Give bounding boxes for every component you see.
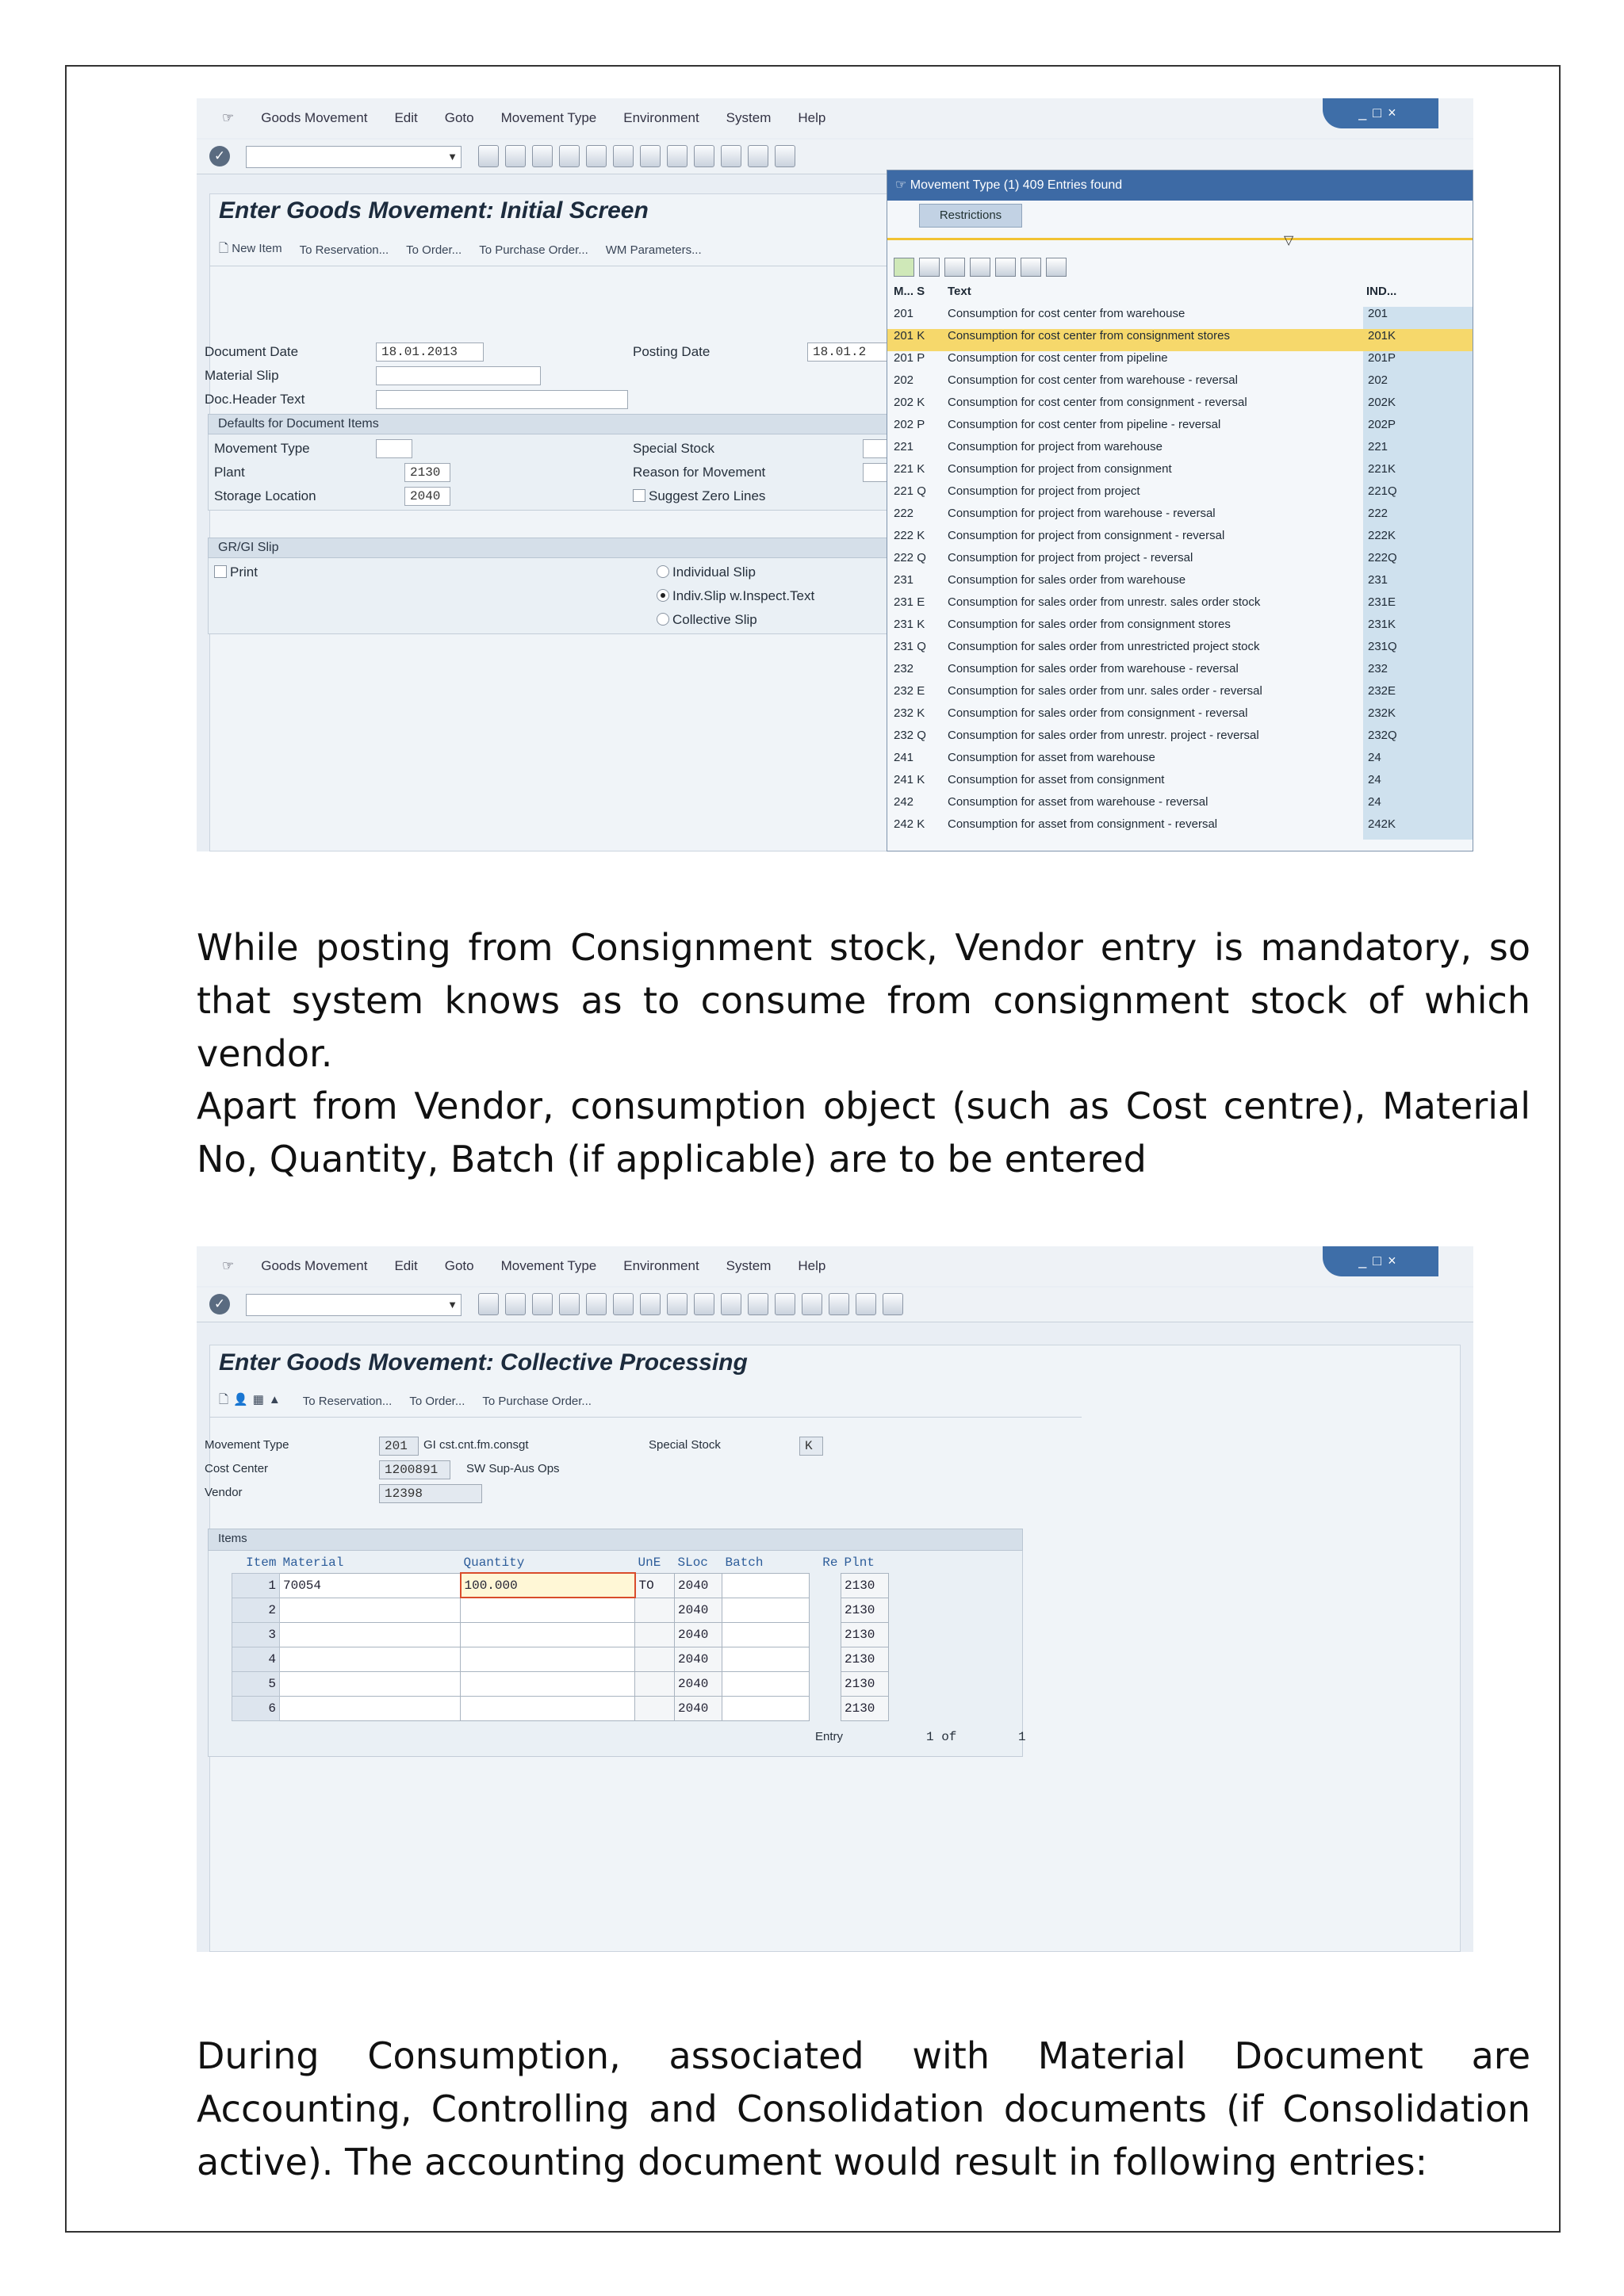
reason-for-movement-label: Reason for Movement [633, 465, 766, 480]
items-table-header [232, 1552, 889, 1573]
popup-title: ☞ Movement Type (1) 409 Entries found [887, 170, 1473, 201]
cell-batch[interactable] [722, 1598, 810, 1622]
tab-restrictions[interactable]: Restrictions [919, 204, 1022, 228]
value-help-row[interactable] [887, 573, 1473, 595]
find-icon[interactable] [944, 258, 965, 277]
movement-code: 232 E [894, 684, 925, 698]
individual-slip-radio[interactable]: Individual Slip [657, 564, 756, 580]
menu-bar [197, 98, 1473, 138]
movement-type-description: GI cst.cnt.fm.consgt [423, 1438, 529, 1452]
col-batch-header: Batch [725, 1555, 764, 1570]
window-controls[interactable]: _□× [1323, 98, 1438, 128]
value-help-row[interactable] [887, 640, 1473, 662]
posting-date-label: Posting Date [633, 344, 710, 359]
movement-indicator: 222K [1363, 529, 1473, 551]
col-ind-header: IND... [1366, 285, 1397, 298]
toolbar-icon-group[interactable]: 🗋👤▦▲ [219, 1393, 285, 1406]
settings-icon[interactable] [1021, 258, 1041, 277]
movement-text: Consumption for sales order from consignment stores [948, 618, 1231, 631]
cell-sloc[interactable]: 2040 [675, 1671, 722, 1696]
value-help-row[interactable] [887, 729, 1473, 751]
col-re-header: Re [822, 1556, 838, 1570]
slip-group-header: GR/GI Slip [208, 538, 1080, 558]
suggest-zero-lines-checkbox[interactable]: Suggest Zero Lines [633, 488, 765, 504]
cell-sloc[interactable]: 2040 [675, 1696, 722, 1720]
menu-goto[interactable]: Goto [444, 1258, 474, 1273]
menu-icon[interactable]: ☞ [222, 1258, 235, 1273]
items-table [232, 1552, 889, 1721]
movement-code: 222 [894, 507, 914, 520]
movement-type-value-help [887, 170, 1473, 851]
col-sloc-header: SLoc [677, 1555, 708, 1570]
system-toolbar [197, 1288, 1473, 1322]
cell-material[interactable] [280, 1696, 461, 1720]
toolbar-icons [478, 145, 795, 167]
cell-quantity[interactable] [461, 1598, 635, 1622]
cell-plnt[interactable]: 2130 [841, 1622, 889, 1647]
movement-code: 232 Q [894, 729, 926, 742]
movement-indicator: 221Q [1363, 484, 1473, 507]
vendor-field[interactable]: 12398 [379, 1484, 482, 1503]
movement-indicator: 231 [1363, 573, 1473, 595]
document-date-label: Document Date [205, 344, 299, 359]
radio-icon[interactable] [657, 565, 669, 578]
to-purchase-order-button[interactable]: To Purchase Order... [479, 243, 588, 257]
cell-quantity[interactable] [461, 1647, 635, 1671]
movement-indicator: 221 [1363, 440, 1473, 462]
window-icon[interactable] [829, 1293, 849, 1315]
print-icon[interactable] [613, 145, 634, 167]
find-next-icon[interactable] [970, 258, 990, 277]
movement-code: 202 [894, 373, 914, 387]
col-une-header: UnE [638, 1555, 661, 1570]
movement-type-field[interactable] [376, 439, 412, 458]
cell-quantity[interactable]: 100.000 [461, 1573, 635, 1598]
exit-icon[interactable] [559, 145, 580, 167]
movement-text: Consumption for project from consignment [948, 462, 1172, 476]
value-help-row[interactable] [887, 595, 1473, 618]
movement-indicator: 232Q [1363, 729, 1473, 751]
cost-center-field[interactable]: 1200891 [379, 1460, 450, 1479]
first-page-icon[interactable] [694, 1293, 714, 1315]
cell-material[interactable] [280, 1647, 461, 1671]
movement-text: Consumption for asset from consignment [948, 773, 1165, 786]
cell-plnt[interactable]: 2130 [841, 1647, 889, 1671]
cell-re [810, 1573, 841, 1598]
find-icon[interactable] [640, 1293, 661, 1315]
special-stock-label: Special Stock [649, 1438, 721, 1452]
entry-value: 1 of [926, 1730, 957, 1744]
movement-text: Consumption for sales order from consignment - reversal [948, 706, 1248, 720]
movement-text: Consumption for cost center from consignment stores [948, 329, 1230, 342]
find-next-icon[interactable] [667, 145, 688, 167]
collapse-icon[interactable]: ▽ [1284, 234, 1294, 247]
cell-material[interactable] [280, 1598, 461, 1622]
radio-selected-icon[interactable] [657, 589, 669, 602]
special-stock-label: Special Stock [633, 441, 714, 456]
plant-label: Plant [214, 465, 245, 480]
movement-code: 221 K [894, 462, 925, 476]
movement-code: 201 K [894, 329, 925, 342]
cost-center-description: SW Sup-Aus Ops [466, 1462, 560, 1475]
movement-code: 231 K [894, 618, 925, 631]
customize-icon[interactable] [883, 1293, 903, 1315]
movement-text: Consumption for sales order from unrestr. sales order stock [948, 595, 1261, 609]
cancel-icon[interactable] [586, 1293, 607, 1315]
popup-column-headers [887, 285, 1473, 305]
cancel-icon[interactable] [586, 145, 607, 167]
cell-sloc[interactable]: 2040 [675, 1598, 722, 1622]
movement-text: Consumption for cost center from pipeline [948, 351, 1168, 365]
movement-type-label: Movement Type [214, 441, 310, 456]
value-help-row[interactable] [887, 662, 1473, 684]
back-arrow-icon[interactable] [532, 145, 553, 167]
value-help-row[interactable] [887, 751, 1473, 773]
toolbar-icons [478, 1293, 903, 1315]
menu-goods-movement[interactable]: Goods Movement [261, 110, 368, 125]
movement-text: Consumption for sales order from unr. sales order - reversal [948, 684, 1262, 698]
cell-une[interactable] [635, 1671, 675, 1696]
movement-code: 221 [894, 440, 914, 453]
paragraph-accounting-documents: During Consumption, associated with Material Document are Accounting, Controlling and Consolidation documents (if Consolidation active). The accounting document would result in following entries: [197, 2034, 1530, 2183]
screen-title: Enter Goods Movement: Initial Screen [219, 197, 649, 224]
movement-code: 231 E [894, 595, 925, 609]
value-help-row[interactable] [887, 684, 1473, 706]
prev-page-icon[interactable] [721, 1293, 741, 1315]
value-help-row[interactable] [887, 307, 1473, 329]
radio-icon[interactable] [657, 613, 669, 626]
movement-indicator: 231K [1363, 618, 1473, 640]
movement-code: 221 Q [894, 484, 926, 498]
cell-une[interactable] [635, 1622, 675, 1647]
window-controls[interactable]: _□× [1323, 1246, 1438, 1276]
vendor-label: Vendor [205, 1486, 243, 1499]
value-help-row[interactable] [887, 795, 1473, 817]
indiv-slip-inspect-radio[interactable]: Indiv.Slip w.Inspect.Text [657, 588, 814, 604]
movement-text: Consumption for cost center from warehouse [948, 307, 1185, 320]
find-icon[interactable] [640, 145, 661, 167]
cell-batch[interactable] [722, 1696, 810, 1720]
table-row [232, 1671, 889, 1696]
movement-text: Consumption for project from project - reversal [948, 551, 1193, 564]
print-icon[interactable] [613, 1293, 634, 1315]
movement-indicator: 232E [1363, 684, 1473, 706]
sap-screenshot-collective [197, 1246, 1473, 1952]
cell-material[interactable]: 70054 [280, 1573, 461, 1598]
next-page-icon[interactable] [748, 1293, 768, 1315]
cell-une[interactable]: TO [635, 1573, 675, 1598]
storage-location-label: Storage Location [214, 488, 316, 503]
next-page-icon[interactable] [748, 145, 768, 167]
command-field[interactable] [246, 146, 462, 168]
document-icon: 🗋 [219, 242, 229, 255]
col-item-header: Item [246, 1555, 277, 1570]
value-help-row[interactable] [887, 529, 1473, 551]
menu-help[interactable]: Help [798, 1258, 826, 1273]
last-page-icon[interactable] [775, 1293, 795, 1315]
table-row [232, 1647, 889, 1671]
value-help-row[interactable] [887, 618, 1473, 640]
plant-field[interactable]: 2130 [404, 463, 450, 482]
cell-sloc[interactable]: 2040 [675, 1573, 722, 1598]
movement-indicator: 231Q [1363, 640, 1473, 662]
movement-indicator: 242K [1363, 817, 1473, 840]
cell-plnt[interactable]: 2130 [841, 1598, 889, 1622]
movement-type-field[interactable]: 201 [379, 1437, 419, 1456]
value-help-row[interactable] [887, 396, 1473, 418]
menu-movement-type[interactable]: Movement Type [500, 1258, 597, 1273]
cell-batch[interactable] [722, 1671, 810, 1696]
cell-plnt[interactable]: 2130 [841, 1671, 889, 1696]
material-slip-field[interactable] [376, 366, 541, 385]
items-group-header: Items [208, 1529, 1023, 1551]
cell-une[interactable] [635, 1598, 675, 1622]
paragraph-consignment-vendor: While posting from Consignment stock, Vendor entry is mandatory, so that system knows as to consume from consignment stock of which vendor. [197, 926, 1530, 1075]
movement-indicator: 231E [1363, 595, 1473, 618]
enter-icon[interactable]: ✓ [209, 1294, 230, 1314]
movement-indicator: 232 [1363, 662, 1473, 684]
menu-environment[interactable]: Environment [623, 1258, 699, 1273]
exit-icon[interactable] [559, 1293, 580, 1315]
menu-edit[interactable]: Edit [394, 110, 418, 125]
movement-code: 241 K [894, 773, 925, 786]
table-row [232, 1622, 889, 1647]
menu-movement-type[interactable]: Movement Type [500, 110, 597, 125]
items-table-body [232, 1573, 889, 1720]
last-page-icon[interactable] [775, 145, 795, 167]
cell-quantity[interactable] [461, 1622, 635, 1647]
movement-text: Consumption for project from consignment - reversal [948, 529, 1225, 542]
cell-item: 6 [232, 1696, 280, 1720]
sap-screenshot-initial [197, 98, 1473, 851]
value-help-row[interactable] [887, 462, 1473, 484]
back-icon[interactable] [478, 1293, 499, 1315]
paragraph-required-entries: Apart from Vendor, consumption object (such as Cost centre), Material No, Quantity, Batch (if applicable) are to be entered [197, 1085, 1530, 1181]
movement-indicator: 201P [1363, 351, 1473, 373]
cell-material[interactable] [280, 1622, 461, 1647]
table-row [232, 1598, 889, 1622]
movement-indicator: 221K [1363, 462, 1473, 484]
movement-indicator: 24 [1363, 751, 1473, 773]
movement-code: 202 P [894, 418, 925, 431]
value-help-row[interactable] [887, 440, 1473, 462]
cell-item: 2 [232, 1598, 280, 1622]
accept-icon[interactable] [894, 258, 914, 277]
to-order-button[interactable]: To Order... [409, 1395, 465, 1408]
special-stock-field[interactable]: K [799, 1437, 823, 1456]
col-text-header: Text [948, 285, 971, 298]
print-checkbox[interactable]: Print [214, 564, 258, 580]
movement-text: Consumption for sales order from unrestricted project stock [948, 640, 1260, 653]
movement-code: 201 [894, 307, 914, 320]
value-help-row[interactable] [887, 418, 1473, 440]
sort-icon[interactable] [995, 258, 1016, 277]
to-purchase-order-button[interactable]: To Purchase Order... [482, 1395, 592, 1408]
cell-re [810, 1696, 841, 1720]
enter-icon[interactable]: ✓ [209, 146, 230, 166]
cell-sloc[interactable]: 2040 [675, 1647, 722, 1671]
cell-re [810, 1622, 841, 1647]
cell-material[interactable] [280, 1671, 461, 1696]
cell-quantity[interactable] [461, 1671, 635, 1696]
table-row [232, 1573, 889, 1598]
movement-text: Consumption for asset from consignment - reversal [948, 817, 1218, 831]
col-plnt-header: Plnt [844, 1555, 875, 1570]
movement-indicator: 202K [1363, 396, 1473, 418]
value-help-row[interactable] [887, 373, 1473, 396]
menu-edit[interactable]: Edit [394, 1258, 418, 1273]
cell-une[interactable] [635, 1647, 675, 1671]
cell-item: 5 [232, 1671, 280, 1696]
find-next-icon[interactable] [667, 1293, 688, 1315]
wm-parameters-button[interactable]: WM Parameters... [605, 243, 702, 257]
application-toolbar [209, 1386, 1082, 1418]
new-item-button[interactable]: 🗋 New Item [219, 242, 282, 255]
material-slip-label: Material Slip [205, 368, 279, 383]
cell-item: 4 [232, 1647, 280, 1671]
movement-text: Consumption for cost center from pipeline - reversal [948, 418, 1221, 431]
storage-location-field[interactable]: 2040 [404, 487, 450, 506]
movement-text: Consumption for sales order from unrestr. project - reversal [948, 729, 1259, 742]
help-icon[interactable] [856, 1293, 876, 1315]
movement-text: Consumption for project from warehouse - reversal [948, 507, 1216, 520]
window-icon: ☞ [895, 178, 910, 192]
save-icon[interactable] [505, 145, 526, 167]
movement-code: 231 [894, 573, 914, 587]
menu-goto[interactable]: Goto [444, 110, 474, 125]
defaults-group-header: Defaults for Document Items [208, 414, 899, 434]
to-reservation-button[interactable]: To Reservation... [302, 1395, 393, 1408]
movement-text: Consumption for sales order from warehouse - reversal [948, 662, 1239, 675]
movement-indicator: 201K [1363, 329, 1473, 351]
first-page-icon[interactable] [694, 145, 714, 167]
save-icon[interactable] [505, 1293, 526, 1315]
movement-code: 201 P [894, 351, 925, 365]
cell-une[interactable] [635, 1696, 675, 1720]
layout-icon[interactable] [802, 1293, 822, 1315]
menu-icon[interactable]: ☞ [222, 110, 235, 125]
movement-code: 241 [894, 751, 914, 764]
menu-bar [197, 1246, 1473, 1286]
doc-header-text-label: Doc.Header Text [205, 392, 305, 407]
movement-code: 232 K [894, 706, 925, 720]
movement-indicator: 222 [1363, 507, 1473, 529]
entry-total: 1 [1018, 1730, 1026, 1744]
movement-text: Consumption for project from project [948, 484, 1140, 498]
movement-text: Consumption for asset from warehouse - reversal [948, 795, 1208, 809]
movement-text: Consumption for sales order from warehouse [948, 573, 1186, 587]
restrictions-divider [887, 232, 1473, 240]
cell-re [810, 1647, 841, 1671]
table-row [232, 1696, 889, 1720]
cell-plnt[interactable]: 2130 [841, 1696, 889, 1720]
menu-help[interactable]: Help [798, 110, 826, 125]
value-help-row[interactable] [887, 329, 1473, 351]
movement-text: Consumption for project from warehouse [948, 440, 1162, 453]
collective-slip-radio[interactable]: Collective Slip [657, 612, 757, 628]
movement-indicator: 222Q [1363, 551, 1473, 573]
col-material-header: Material [282, 1555, 344, 1570]
movement-indicator: 232K [1363, 706, 1473, 729]
screen-title: Enter Goods Movement: Collective Processing [219, 1349, 748, 1376]
cell-item: 1 [232, 1573, 280, 1598]
movement-indicator: 24 [1363, 773, 1473, 795]
movement-code: 202 K [894, 396, 925, 409]
movement-indicator: 202 [1363, 373, 1473, 396]
document-date-field[interactable]: 18.01.2013 [376, 342, 484, 362]
back-icon[interactable] [478, 145, 499, 167]
menu-system[interactable]: System [726, 110, 772, 125]
movement-text: Consumption for asset from warehouse [948, 751, 1155, 764]
command-field[interactable] [246, 1294, 462, 1316]
cell-batch[interactable] [722, 1573, 810, 1598]
movement-code: 242 [894, 795, 914, 809]
chevron-down-icon[interactable]: ▼ [447, 1299, 458, 1311]
cell-quantity[interactable] [461, 1696, 635, 1720]
value-help-row[interactable] [887, 706, 1473, 729]
movement-text: Consumption for cost center from consignment - reversal [948, 396, 1247, 409]
cost-center-label: Cost Center [205, 1462, 269, 1475]
to-order-button[interactable]: To Order... [406, 243, 462, 257]
value-help-row[interactable] [887, 484, 1473, 507]
entry-label: Entry [815, 1730, 844, 1743]
value-help-row[interactable] [887, 773, 1473, 795]
movement-code: 242 K [894, 817, 925, 831]
prev-page-icon[interactable] [721, 145, 741, 167]
movement-code: 222 K [894, 529, 925, 542]
popup-toolbar [894, 258, 1067, 277]
col-movement-header: M... S [894, 285, 925, 298]
doc-header-text-field[interactable] [376, 390, 628, 409]
value-help-row[interactable] [887, 817, 1473, 840]
movement-indicator: 201 [1363, 307, 1473, 329]
movement-indicator: 202P [1363, 418, 1473, 440]
movement-code: 231 Q [894, 640, 926, 653]
movement-text: Consumption for cost center from warehouse - reversal [948, 373, 1238, 387]
cell-plnt[interactable]: 2130 [841, 1573, 889, 1598]
cell-re [810, 1671, 841, 1696]
to-reservation-button[interactable]: To Reservation... [299, 243, 389, 257]
posting-date-field[interactable]: 18.01.2 [807, 342, 894, 362]
cell-batch[interactable] [722, 1622, 810, 1647]
chevron-down-icon[interactable]: ▼ [447, 151, 458, 163]
value-help-row[interactable] [887, 351, 1473, 373]
print-icon[interactable] [1046, 258, 1067, 277]
value-help-row[interactable] [887, 551, 1473, 573]
value-help-row[interactable] [887, 507, 1473, 529]
col-quantity-header: Quantity [463, 1555, 525, 1570]
movement-code: 222 Q [894, 551, 926, 564]
checkbox-icon[interactable] [214, 565, 227, 578]
menu-goods-movement[interactable]: Goods Movement [261, 1258, 368, 1273]
cell-batch[interactable] [722, 1647, 810, 1671]
movement-code: 232 [894, 662, 914, 675]
checkbox-icon[interactable] [633, 489, 645, 502]
movement-type-label: Movement Type [205, 1438, 289, 1452]
menu-system[interactable]: System [726, 1258, 772, 1273]
cell-item: 3 [232, 1622, 280, 1647]
cancel-icon[interactable] [919, 258, 940, 277]
menu-environment[interactable]: Environment [623, 110, 699, 125]
cell-re [810, 1598, 841, 1622]
cell-sloc[interactable]: 2040 [675, 1622, 722, 1647]
movement-indicator: 24 [1363, 795, 1473, 817]
back-arrow-icon[interactable] [532, 1293, 553, 1315]
